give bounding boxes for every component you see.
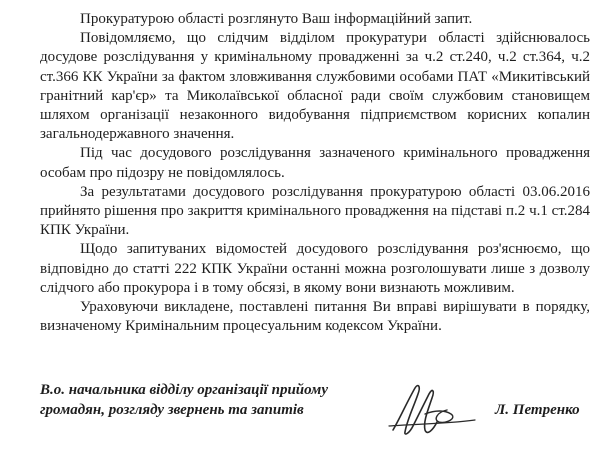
paragraph-disclosure: Щодо запитуваних відомостей досудового розслідування роз'яснюємо, що відповідно до статті 222 КПК України останні можна розголошувати лише з дозволу слідчого або прокурора і в тому обсязі, в якому вони визнають можливим. <box>40 241 590 296</box>
signatory-title-line2: громадян, розгляду звернень та запитів <box>40 402 304 418</box>
handwritten-signature-icon <box>385 380 480 438</box>
letter-body <box>40 10 590 336</box>
paragraph-closure: За результатами досудового розслідування прокуратурою області 03.06.2016 прийнято рішення про закриття кримінального провадження на підставі п.2 ч.1 ст.284 КПК України. <box>40 183 590 239</box>
paragraph-conclusion: Ураховуючи викладене, поставлені питання Ви вправі вирішувати в порядку, визначеному Кримінальним процесуальним кодексом України. <box>40 299 590 335</box>
signatory-name: Л. Петренко <box>495 402 580 418</box>
signature-block <box>40 380 590 440</box>
signatory-title-line1: В.о. начальника відділу організації прийому <box>40 382 328 398</box>
signatory-title <box>40 380 328 420</box>
paragraph-investigation: Повідомляємо, що слідчим відділом прокуратури області здійснювалось досудове розслідування у кримінальному провадженні за ч.2 ст.240, ч.2 ст.364, ч.2 ст.366 КК України за фактом зловживання службовими особами ПАТ «Микитівський гранітний кар'єр» та Миколаївської обласної ради своїм службовим становищем шляхом організації незаконного видобування підприємством корисних копалин загальнодержавного значення. <box>40 30 590 143</box>
paragraph-intro: Прокуратурою області розглянуто Ваш інформаційний запит. <box>80 11 473 27</box>
paragraph-suspicion: Під час досудового розслідування зазначеного кримінального провадження особам про підозру не повідомлялось. <box>40 145 590 181</box>
